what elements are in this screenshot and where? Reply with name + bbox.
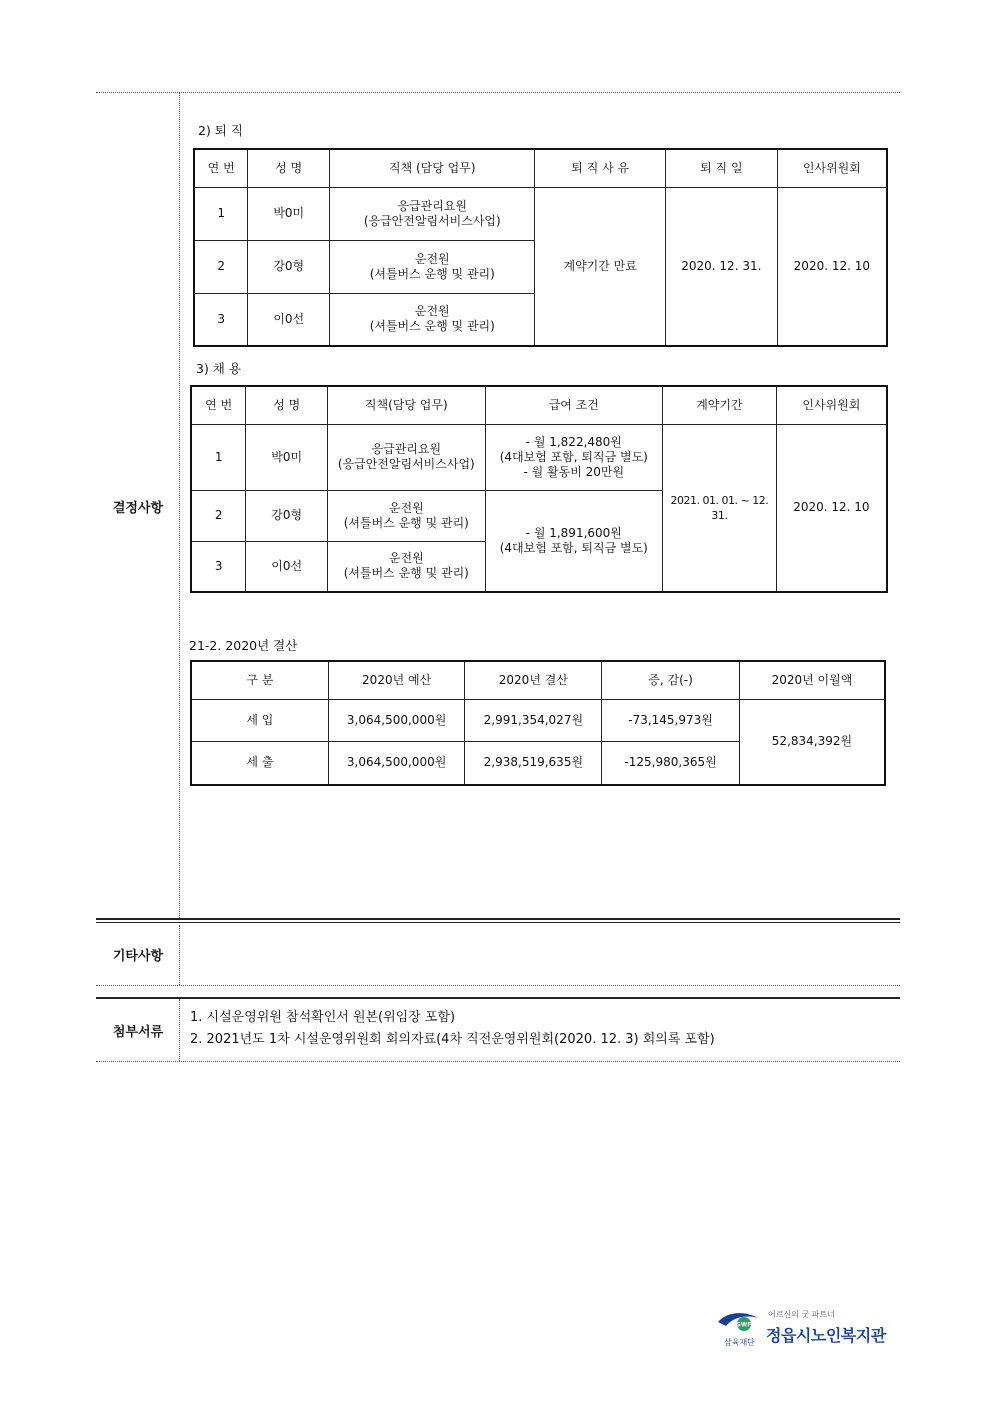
col-header: 증, 감(-) xyxy=(602,661,740,699)
other-label: 기타사항 xyxy=(112,949,164,964)
section-rule-top xyxy=(96,918,900,920)
logo-org: 삼육재단 xyxy=(724,1338,755,1347)
logo-name: 정읍시노인복지관 xyxy=(766,1326,886,1345)
role-title: 운전원 xyxy=(388,500,424,515)
row-label: 세 출 xyxy=(191,741,328,785)
role-duty: (응급안전알림서비스사업) xyxy=(337,457,475,471)
attachment-item: 2. 2021년도 1차 시설운영위원회 회의자료(4차 직전운영위원회(2020. 12. 3) 회의록 포함) xyxy=(190,1032,715,1047)
hiring-table xyxy=(190,385,888,593)
employee-name: 이0선 xyxy=(248,293,330,346)
employee-role xyxy=(328,541,485,592)
contract-period: 2021. 01. 01. ~ 12. 31. xyxy=(663,424,777,592)
attachment-list xyxy=(190,1007,715,1051)
col-header: 계약기간 xyxy=(663,386,777,424)
salary-terms xyxy=(485,424,663,490)
logo-badge: SWF xyxy=(736,1321,752,1329)
carryover-value: 52,834,392원 xyxy=(739,699,885,785)
diff-value: -125,980,365원 xyxy=(602,741,740,785)
employee-name: 강0형 xyxy=(246,490,328,541)
section-rule-top-2 xyxy=(96,922,900,923)
role-duty: (셔틀버스 운행 및 관리) xyxy=(343,566,469,581)
row-number: 3 xyxy=(191,541,246,592)
employee-role xyxy=(328,490,485,541)
employee-role xyxy=(330,187,535,240)
decision-label: 결정사항 xyxy=(112,501,164,516)
resignation-title: 2) 퇴 직 xyxy=(198,123,243,138)
attach-label: 첨부서류 xyxy=(112,1025,164,1040)
employee-name: 강0형 xyxy=(248,240,330,293)
salary-line: - 월 활동비 20만원 xyxy=(523,464,625,479)
top-rule xyxy=(96,92,900,93)
org-logo xyxy=(714,1308,900,1348)
hiring-title: 3) 채 용 xyxy=(196,361,241,376)
salary-line: - 월 1,822,480원 xyxy=(525,434,622,449)
role-title: 응급관리요원 xyxy=(397,198,468,213)
logo-tagline: 어르신의 굿 파트너 xyxy=(768,1310,835,1319)
committee-date: 2020. 12. 10 xyxy=(776,424,887,592)
attachment-item: 1. 시설운영위원 참석확인서 원본(위임장 포함) xyxy=(190,1010,456,1025)
col-header: 퇴 직 사 유 xyxy=(535,149,666,187)
actual-value: 2,938,519,635원 xyxy=(465,741,602,785)
role-duty: (셔틀버스 운행 및 관리) xyxy=(343,515,469,530)
attach-bottom-rule xyxy=(96,1061,900,1062)
col-header: 2020년 결산 xyxy=(465,661,602,699)
employee-role xyxy=(330,293,535,346)
col-header: 성 명 xyxy=(246,386,328,424)
settlement-title: 21-2. 2020년 결산 xyxy=(189,638,298,653)
col-header: 2020년 예산 xyxy=(328,661,465,699)
col-header: 성 명 xyxy=(248,149,330,187)
col-header: 인사위원회 xyxy=(777,149,887,187)
col-header: 연 번 xyxy=(194,149,248,187)
employee-role xyxy=(328,424,485,490)
table-row xyxy=(191,424,887,490)
salary-line: (4대보험 포함, 퇴직금 별도) xyxy=(499,540,648,555)
col-header: 직책(담당 업무) xyxy=(328,386,485,424)
attach-top-rule xyxy=(96,997,900,999)
employee-name: 박0미 xyxy=(246,424,328,490)
salary-line: - 월 1,891,600원 xyxy=(525,525,622,540)
salary-line: (4대보험 포함, 퇴직금 별도) xyxy=(499,449,648,464)
table-row xyxy=(194,187,887,240)
budget-value: 3,064,500,000원 xyxy=(328,741,465,785)
role-duty: (셔틀버스 운행 및 관리) xyxy=(369,319,495,334)
diff-value: -73,145,973원 xyxy=(602,699,740,741)
row-number: 2 xyxy=(194,240,248,293)
employee-name: 박0미 xyxy=(248,187,330,240)
role-title: 운전원 xyxy=(388,551,424,566)
committee-date: 2020. 12. 10 xyxy=(777,187,887,346)
resignation-date: 2020. 12. 31. xyxy=(665,187,777,346)
resignation-reason: 계약기간 만료 xyxy=(535,187,666,346)
table-row xyxy=(191,699,885,741)
col-header: 퇴 직 일 xyxy=(665,149,777,187)
role-title: 응급관리요원 xyxy=(371,442,442,456)
row-label: 세 입 xyxy=(191,699,328,741)
col-header: 2020년 이월액 xyxy=(739,661,885,699)
employee-role xyxy=(330,240,535,293)
role-duty: (셔틀버스 운행 및 관리) xyxy=(369,266,495,281)
role-duty: (응급안전알림서비스사업) xyxy=(363,213,501,228)
actual-value: 2,991,354,027원 xyxy=(465,699,602,741)
employee-name: 이0선 xyxy=(246,541,328,592)
resignation-table xyxy=(193,148,888,347)
role-title: 운전원 xyxy=(414,304,450,319)
col-header: 직책 (담당 업무) xyxy=(330,149,535,187)
col-header: 연 번 xyxy=(191,386,246,424)
row-number: 2 xyxy=(191,490,246,541)
other-bottom-rule xyxy=(96,985,900,986)
budget-value: 3,064,500,000원 xyxy=(328,699,465,741)
row-number: 1 xyxy=(191,424,246,490)
col-header: 구 분 xyxy=(191,661,328,699)
row-number: 1 xyxy=(194,187,248,240)
salary-terms xyxy=(485,490,663,592)
col-header: 인사위원회 xyxy=(776,386,887,424)
role-title: 운전원 xyxy=(414,251,450,266)
row-number: 3 xyxy=(194,293,248,346)
col-header: 급여 조건 xyxy=(485,386,663,424)
settlement-table xyxy=(190,660,886,786)
